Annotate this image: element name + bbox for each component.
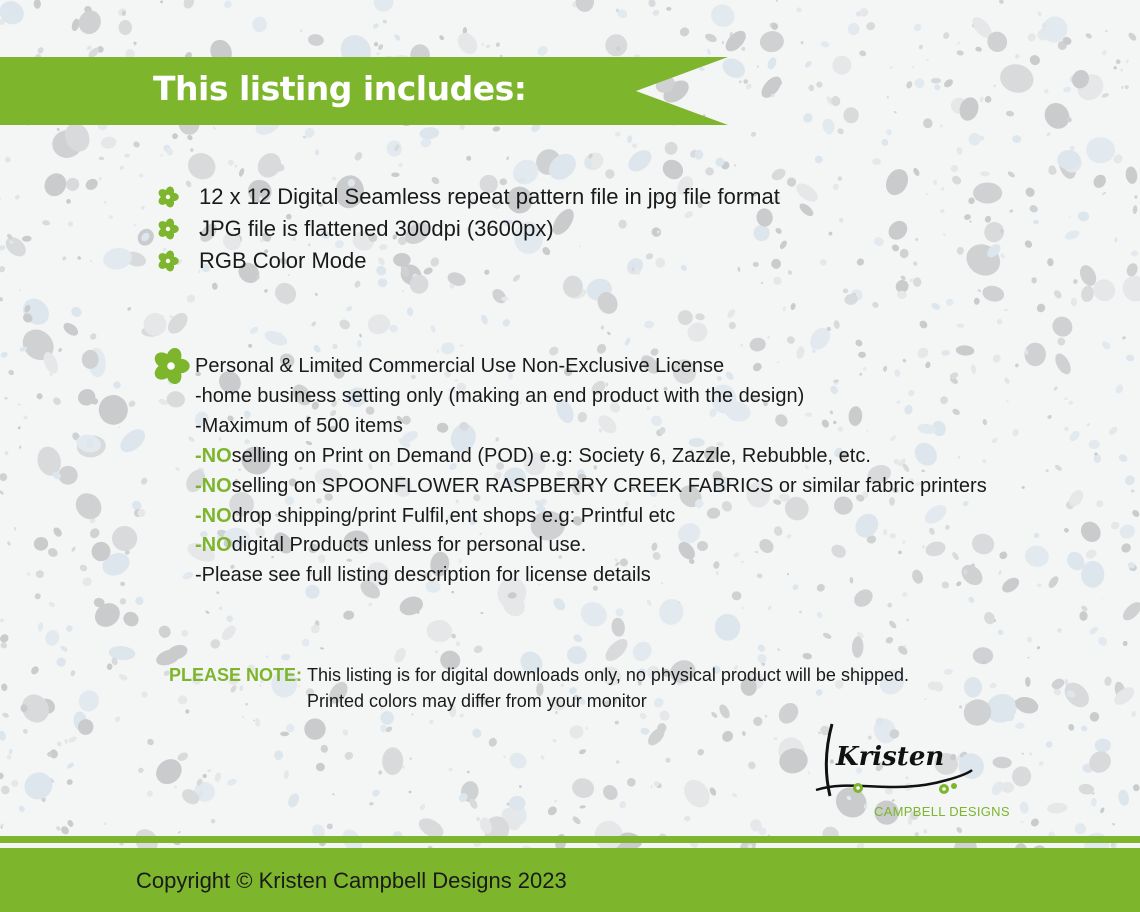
banner-title: This listing includes: — [153, 69, 527, 108]
feature-text: 12 x 12 Digital Seamless repeat pattern file in jpg file format — [199, 184, 780, 209]
flower-icon — [157, 218, 179, 240]
feature-item — [157, 245, 780, 277]
note-line-1: This listing is for digital downloads only, no physical product will be shipped. — [307, 664, 909, 685]
no-label: NO — [201, 474, 232, 497]
footer-bar — [0, 848, 1140, 912]
feature-item — [157, 213, 780, 245]
header-banner — [0, 57, 728, 125]
license-section — [152, 350, 987, 591]
license-line: - NO selling on SPOONFLOWER RASPBERRY CREEK FABRICS or similar fabric printers — [195, 474, 987, 497]
note-line-2: Printed colors may differ from your monitor — [307, 690, 647, 711]
footer-divider — [0, 836, 1140, 843]
license-line: - NO selling on Print on Demand (POD) e.g: Society 6, Zazzle, Rebubble, etc. — [195, 444, 871, 467]
feature-text: JPG file is flattened 300dpi (3600px) — [199, 216, 554, 241]
please-note — [169, 662, 909, 714]
license-line: - home business setting only (making an end product with the design) — [195, 385, 805, 408]
logo-script-text: Kristen — [836, 742, 945, 772]
no-label: NO — [201, 504, 232, 527]
brand-logo — [812, 716, 1012, 826]
note-label: PLEASE NOTE: — [169, 664, 303, 685]
license-line: - NO digital Products unless for personal use. — [195, 534, 587, 557]
license-heading: Personal & Limited Commercial Use Non-Exclusive License — [195, 354, 725, 377]
license-line: - Please see full listing description for license details — [195, 564, 651, 587]
flower-icon — [157, 186, 179, 208]
license-heading-row — [152, 350, 987, 382]
feature-item — [157, 181, 780, 213]
flower-icon — [152, 347, 190, 385]
copyright-text: Copyright © Kristen Campbell Designs 2023 — [136, 868, 567, 893]
no-label: NO — [201, 534, 232, 557]
license-line: - Maximum of 500 items — [195, 415, 403, 438]
feature-list — [157, 181, 780, 277]
logo-subtitle: CAMPBELL DESIGNS — [874, 804, 1010, 819]
license-line: - NO drop shipping/print Fulfil,ent shops e.g: Printful etc — [195, 504, 676, 527]
flower-icon — [157, 250, 179, 272]
feature-text: RGB Color Mode — [199, 248, 367, 273]
no-label: NO — [201, 444, 232, 467]
